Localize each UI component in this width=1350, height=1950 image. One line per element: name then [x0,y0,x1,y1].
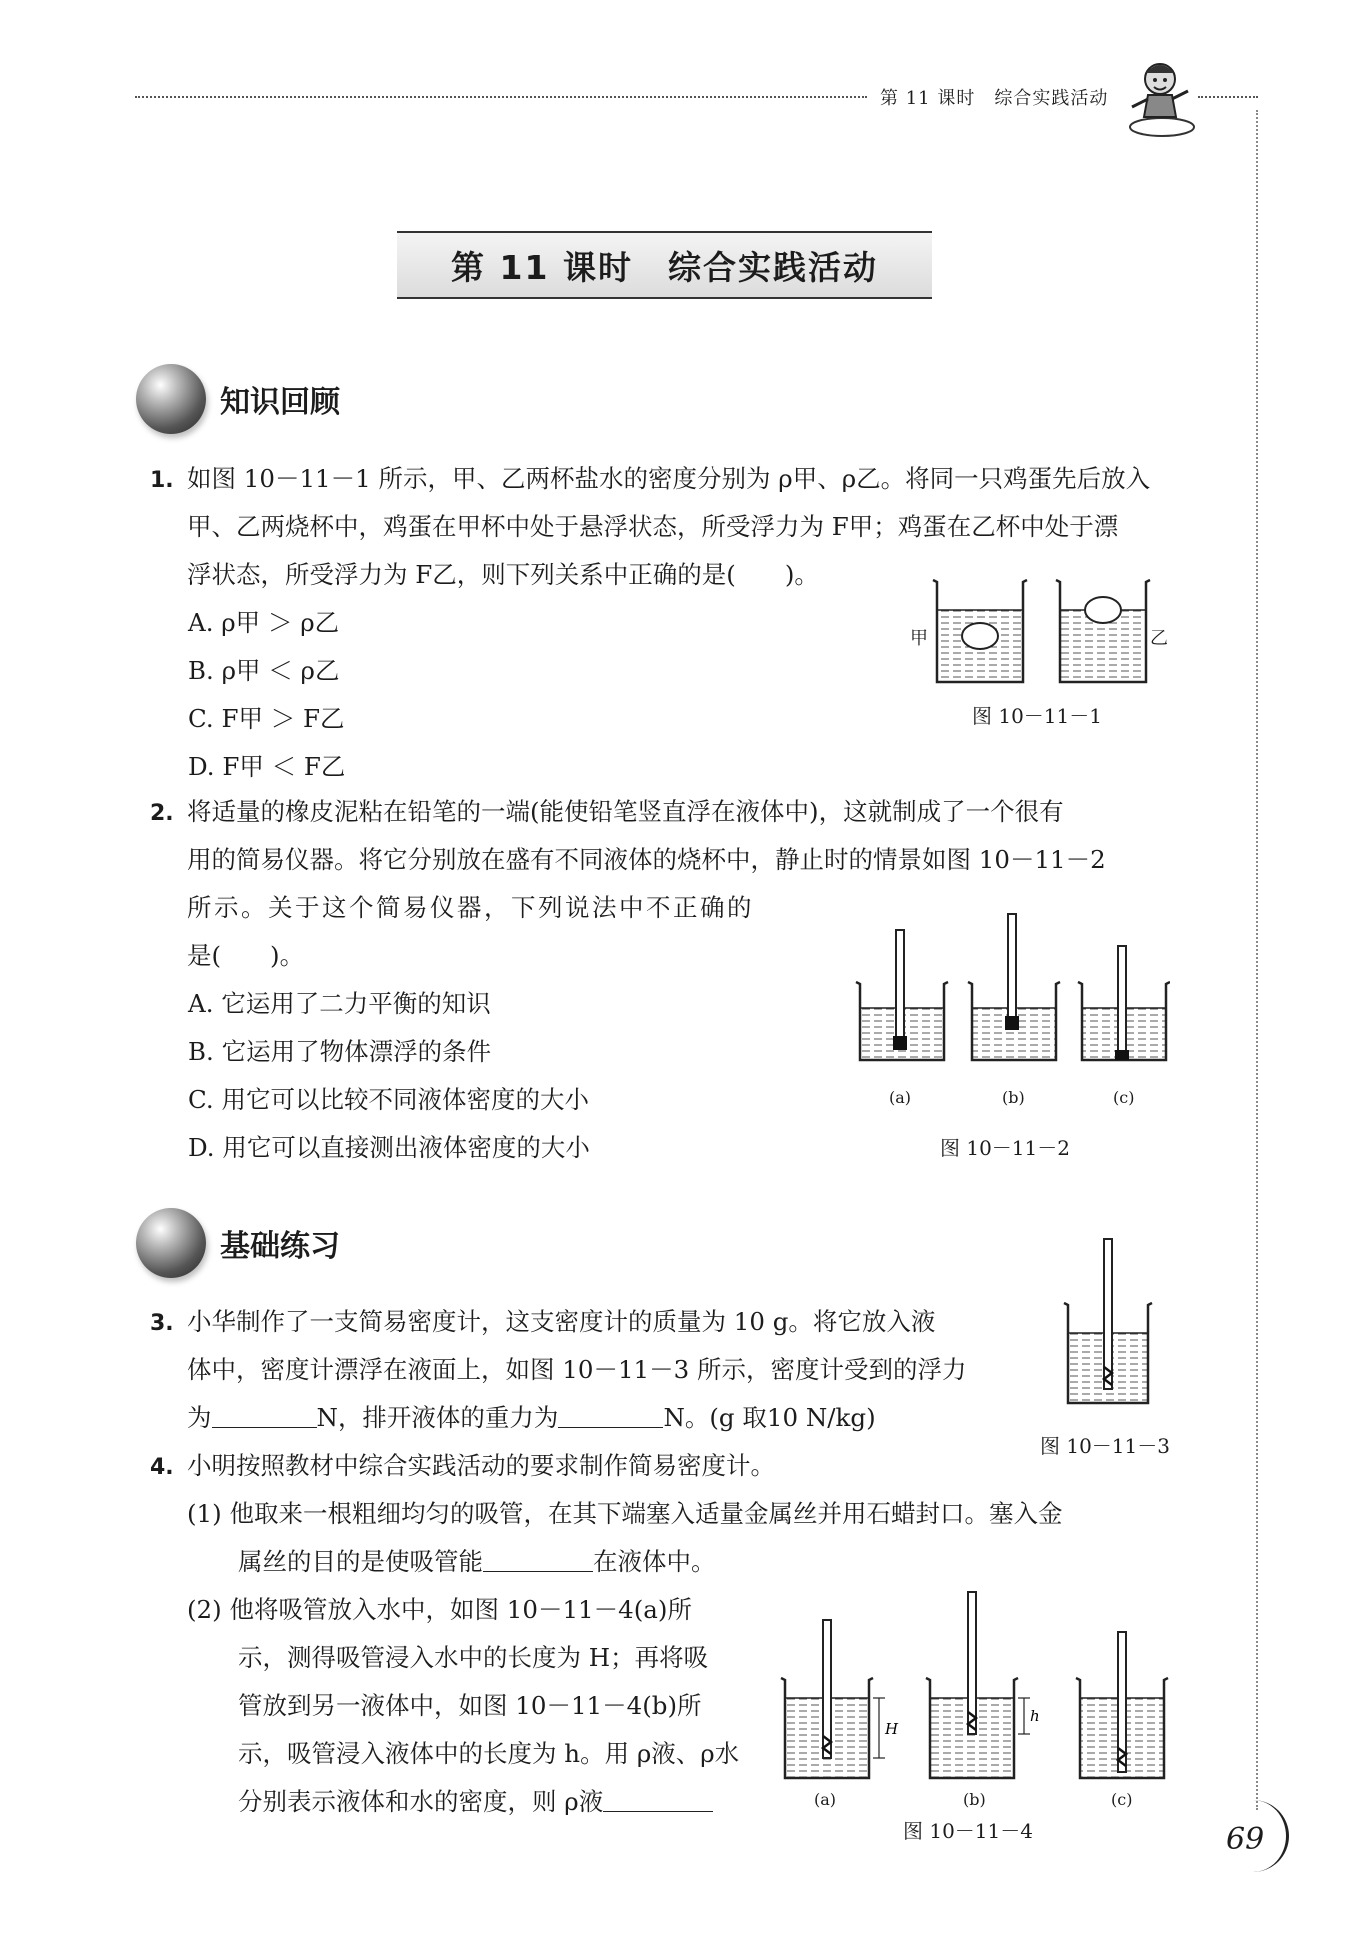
figure-sublabel-b: (b) [1002,1088,1025,1107]
section-label: 知识回顾 [220,385,340,420]
q4-part2-line-4: 示，吸管浸入液体中的长度为 h。用 ρ液、ρ水 [238,1739,740,1768]
page-title: 第 11 课时 综合实践活动 [397,231,932,299]
q4-part2-line-1: (2) 他将吸管放入水中，如图 10－11－4(a)所 [187,1595,692,1624]
q1-line-3: 浮状态，所受浮力为 F乙，则下列关系中正确的是( )。 [187,560,819,589]
q1-option-c: C. F甲 ＞ F乙 [188,704,345,733]
globe-icon [136,364,206,434]
q2-option-b: B. 它运用了物体漂浮的条件 [188,1037,492,1066]
figure-label-jia: 甲 [910,628,928,649]
answer-blank[interactable] [212,1405,317,1428]
svg-text:h: h [1030,1707,1040,1725]
q2-line-3: 所示。关于这个简易仪器，下列说法中不正确的 [187,893,754,922]
figure-sublabel-a: (a) [814,1790,837,1809]
margin-dotted-rule [1256,110,1258,1810]
figure-label-yi: 乙 [1150,628,1168,649]
header-dotted-rule-right [1198,96,1258,98]
figure-caption-3: 图 10－11－3 [1040,1434,1170,1458]
q2-option-d: D. 用它可以直接测出液体密度的大小 [188,1133,590,1162]
q1-option-a: A. ρ甲 ＞ ρ乙 [188,608,340,637]
q2-option-c: C. 用它可以比较不同液体密度的大小 [188,1085,589,1114]
section-label: 基础练习 [220,1229,340,1264]
q1-option-d: D. F甲 ＜ F乙 [188,752,346,781]
section-heading-review [136,364,340,434]
q3-line-1: 小华制作了一支简易密度计，这支密度计的质量为 10 g。将它放入液 [187,1307,936,1336]
answer-blank[interactable] [483,1549,593,1572]
figure-10-11-3 [1058,1235,1158,1410]
figure-caption-4: 图 10－11－4 [903,1819,1033,1843]
figure-caption-2: 图 10－11－2 [940,1136,1070,1160]
q1-line-2: 甲、乙两烧杯中，鸡蛋在甲杯中处于悬浮状态，所受浮力为 F甲；鸡蛋在乙杯中处于漂 [187,512,1119,541]
q4-part2-line-3: 管放到另一液体中，如图 10－11－4(b)所 [238,1691,702,1720]
question-number: 1. [150,468,174,493]
q4-part2-line-5: 分别表示液体和水的密度，则 ρ液 [238,1778,713,1826]
q4-part1-line-1: (1) 他取来一根粗细均匀的吸管，在其下端塞入适量金属丝并用石蜡封口。塞入金 [187,1499,1063,1528]
answer-blank[interactable] [603,1789,713,1812]
q4-part1-line-2: 属丝的目的是使吸管能 在液体中。 [238,1547,716,1576]
figure-10-11-1 [905,572,1170,690]
figure-sublabel-c: (c) [1113,1088,1135,1107]
cartoon-mascot-icon [1124,55,1200,140]
globe-icon [136,1208,206,1278]
q3-line-3: 为 N，排开液体的重力为 N。(g 取10 N/kg) [187,1403,876,1432]
section-heading-practice [136,1208,340,1278]
figure-10-11-2 [850,910,1170,1082]
running-header: 第 11 课时 综合实践活动 [880,88,1109,109]
page-number: 69 [1226,1822,1265,1857]
question-number: 4. [150,1455,174,1480]
figure-sublabel-a: (a) [889,1088,912,1107]
figure-sublabel-c: (c) [1111,1790,1133,1809]
question-number: 2. [150,801,174,826]
svg-text:H: H [885,1720,899,1738]
q2-line-1: 将适量的橡皮泥粘在铅笔的一端(能使铅笔竖直浮在液体中)，这就制成了一个很有 [187,797,1064,826]
figure-10-11-4 [775,1588,1175,1788]
question-number: 3. [150,1311,174,1336]
figure-caption-1: 图 10－11－1 [972,704,1102,728]
q2-line-4: 是( )。 [187,941,305,970]
q4-line-1: 小明按照教材中综合实践活动的要求制作简易密度计。 [187,1451,775,1480]
header-dotted-rule [135,96,867,98]
q1-line-1: 如图 10－11－1 所示，甲、乙两杯盐水的密度分别为 ρ甲、ρ乙。将同一只鸡蛋先后放入 [187,464,1151,493]
q2-option-a: A. 它运用了二力平衡的知识 [188,989,491,1018]
q1-option-b: B. ρ甲 ＜ ρ乙 [188,656,340,685]
q3-line-2: 体中，密度计漂浮在液面上，如图 10－11－3 所示，密度计受到的浮力 [187,1355,967,1384]
q4-part2-line-2: 示，测得吸管浸入水中的长度为 H；再将吸 [238,1643,709,1672]
q2-line-2: 用的简易仪器。将它分别放在盛有不同液体的烧杯中，静止时的情景如图 10－11－2 [187,845,1106,874]
answer-blank[interactable] [558,1405,663,1428]
figure-sublabel-b: (b) [963,1790,986,1809]
